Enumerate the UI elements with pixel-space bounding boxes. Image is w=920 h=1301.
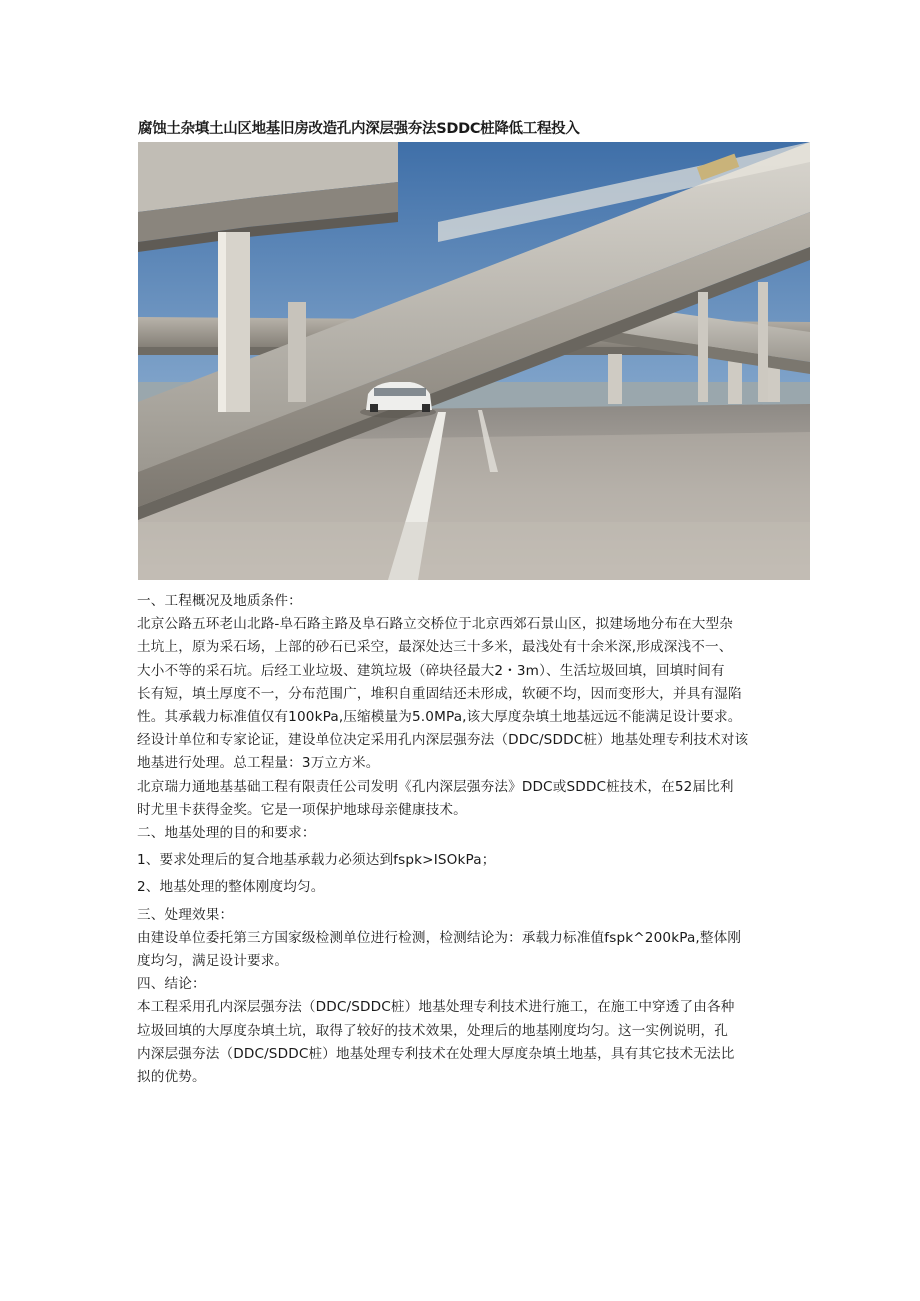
paragraph-line: 时尤里卡获得金奖。它是一项保护地球母亲健康技术。 <box>137 801 467 818</box>
paragraph-line: 拟的优势。 <box>137 1069 206 1086</box>
paragraph-line: 长有短，填土厚度不一，分布范围广，堆积自重固结还未形成，软硬不均，因而变形大，并具有湿陷 <box>137 685 742 702</box>
document-body <box>137 590 813 1089</box>
section-heading: 二、地基处理的目的和要求： <box>137 825 316 842</box>
highway-interchange-photo <box>138 142 810 580</box>
photo-illustration <box>138 142 810 580</box>
paragraph-line: 大小不等的采石坑。后经工业垃圾、建筑垃圾（碎块径最大2・3m）、生活垃圾回填，回填时间有 <box>137 662 725 679</box>
paragraph-line: 北京瑞力通地基基础工程有限责任公司发明《孔内深层强夯法》DDC或SDDC桩技术，在52届比利 <box>137 778 734 795</box>
paragraph-line: 内深层强夯法（DDC/SDDC桩）地基处理专利技术在处理大厚度杂填土地基，具有其它技术无法比 <box>137 1045 735 1062</box>
paragraph-line: 由建设单位委托第三方国家级检测单位进行检测，检测结论为：承载力标准值fspk^200kPa,整体刚 <box>137 929 742 946</box>
paragraph-line: 度均匀，满足设计要求。 <box>137 953 289 970</box>
list-item: 2、地基处理的整体刚度均匀。 <box>137 879 325 896</box>
paragraph-line: 本工程采用孔内深层强夯法（DDC∕SDDC桩）地基处理专利技术进行施工，在施工中穿透了由各种 <box>137 999 735 1016</box>
paragraph-line: 土坑上，原为采石场，上部的砂石已采空，最深处达三十多米，最浅处有十余米深,形成深浅不一、 <box>137 639 733 656</box>
section-heading: 三、处理效果： <box>137 906 234 923</box>
paragraph-line: 地基进行处理。总工程量：3万立方米。 <box>137 755 380 772</box>
paragraph-line: 垃圾回填的大厚度杂填土坑，取得了较好的技术效果，处理后的地基刚度均匀。这一实例说明，孔 <box>137 1022 728 1039</box>
paragraph-line: 北京公路五环老山北路-阜石路主路及阜石路立交桥位于北京西郊石景山区，拟建场地分布在大型杂 <box>137 616 734 633</box>
section-heading: 四、结论： <box>137 976 206 993</box>
document-title: 腐蚀土杂填土山区地基旧房改造孔内深层强夯法SDDC桩降低工程投入 <box>138 121 580 137</box>
paragraph-line: 经设计单位和专家论证，建设单位决定采用孔内深层强夯法（DDC∕SDDC桩）地基处理专利技术对该 <box>137 732 749 749</box>
list-item: 1、要求处理后的复合地基承载力必须达到fspk>ISOkPa； <box>137 852 496 869</box>
section-heading: 一、工程概况及地质条件： <box>137 593 302 609</box>
paragraph-line: 性。其承载力标准值仅有100kPa,压缩模量为5.0MPa,该大厚度杂填土地基远远不能满足设计要求。 <box>137 709 742 726</box>
